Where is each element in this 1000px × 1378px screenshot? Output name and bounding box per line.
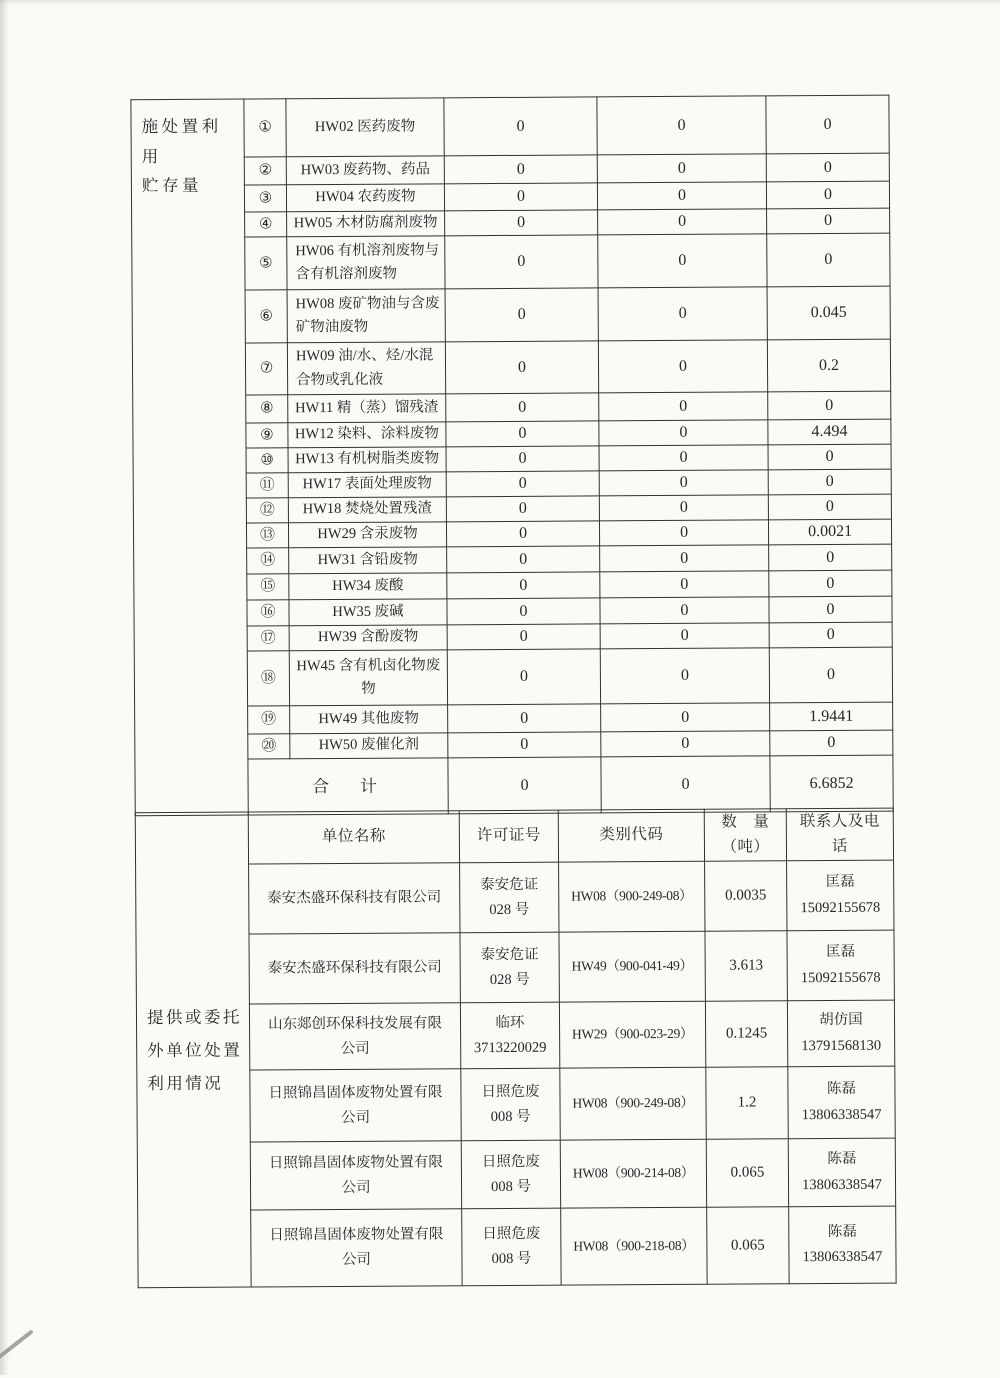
row-number: ⑬ xyxy=(246,523,288,548)
row-number: ⑭ xyxy=(247,548,289,574)
category-code: HW08（900-218-08） xyxy=(561,1207,707,1285)
category-code: HW49（900-041-49） xyxy=(559,931,705,1002)
value-cell: 1.9441 xyxy=(770,702,893,731)
quantity: 0.1245 xyxy=(705,1001,787,1067)
value-cell: 0 xyxy=(768,444,891,470)
waste-category: HW11 精（蒸）馏残渣 xyxy=(288,394,446,423)
value-cell: 0 xyxy=(444,155,597,184)
column-header-code: 类别代码 xyxy=(558,809,704,862)
permit-number: 泰安危证 028 号 xyxy=(460,932,559,1003)
row-number: ⑧ xyxy=(246,395,288,423)
table-row xyxy=(137,1066,895,1143)
waste-category: HW09 油/水、烃/水混 合物或乳化液 xyxy=(287,342,445,395)
company-name: 泰安杰盛环保科技有限公司 xyxy=(249,933,460,1004)
row-number: ⑦ xyxy=(245,343,287,395)
total-row xyxy=(135,755,893,816)
category-code: HW08（900-249-08） xyxy=(559,861,705,932)
permit-number: 日照危废 008 号 xyxy=(462,1208,561,1286)
table-row xyxy=(136,930,894,1005)
value-cell: 0 xyxy=(444,183,597,211)
row-number: ⑲ xyxy=(248,706,290,734)
value-cell: 0 xyxy=(599,420,768,446)
value-cell: 0.2 xyxy=(767,339,890,392)
header-row xyxy=(135,808,893,865)
quantity: 1.2 xyxy=(706,1067,788,1139)
waste-category: HW03 废药物、药品 xyxy=(286,156,444,185)
row-number: ⑩ xyxy=(246,448,288,473)
value-cell: 0 xyxy=(766,153,889,182)
value-cell: 0 xyxy=(446,421,599,447)
company-name: 山东郯创环保科技发展有限 公司 xyxy=(249,1003,460,1070)
waste-category: HW08 废矿物油与含废 矿物油废物 xyxy=(287,289,445,343)
value-cell: 0 xyxy=(769,544,892,571)
total-value-cell: 6.6852 xyxy=(770,755,893,812)
company-name: 日照锦昌固体废物处置有限 公司 xyxy=(250,1069,461,1142)
value-cell: 0 xyxy=(597,96,766,155)
total-value-cell: 0 xyxy=(601,756,770,813)
row-number: ⑨ xyxy=(246,423,288,448)
table-row xyxy=(131,95,889,158)
value-cell: 0 xyxy=(769,622,892,648)
value-cell: 0 xyxy=(770,730,893,756)
value-cell: 0 xyxy=(447,572,600,599)
row-number: ⑥ xyxy=(245,290,287,343)
contact-info: 匡磊 15092155678 xyxy=(787,930,894,1001)
row-number: ⑮ xyxy=(247,574,289,600)
section-label-storage: 施处置利用 贮存量 xyxy=(131,99,248,816)
waste-storage-table xyxy=(130,95,893,817)
value-cell: 0 xyxy=(600,648,769,704)
waste-category: HW31 含铅废物 xyxy=(289,547,447,574)
row-number: ② xyxy=(244,157,286,185)
value-cell: 0 xyxy=(448,704,601,733)
waste-category: HW34 废酸 xyxy=(289,573,447,600)
value-cell: 0 xyxy=(446,446,599,472)
value-cell: 0 xyxy=(601,731,770,757)
company-name: 日照锦昌固体废物处置有限 公司 xyxy=(250,1141,461,1210)
value-cell: 0 xyxy=(597,154,766,183)
contact-info: 匡磊 15092155678 xyxy=(787,860,894,931)
table-row xyxy=(136,860,894,935)
value-cell: 0 xyxy=(599,392,768,421)
value-cell: 0 xyxy=(767,233,890,287)
value-cell: 0 xyxy=(598,340,767,393)
waste-category: HW35 废碱 xyxy=(289,599,447,626)
total-label: 合 计 xyxy=(248,758,448,815)
value-cell: 0 xyxy=(769,596,892,623)
column-header-qty: 数 量 （吨） xyxy=(704,809,786,861)
value-cell: 0 xyxy=(447,546,600,573)
value-cell: 0 xyxy=(448,732,601,758)
value-cell: 0 xyxy=(446,393,599,422)
table-row xyxy=(132,286,890,344)
value-cell: 0.045 xyxy=(767,286,890,340)
section-label-external: 提供或委托 外单位处置 利用情况 xyxy=(135,812,251,1288)
value-cell: 0 xyxy=(445,235,598,289)
value-cell: 0 xyxy=(598,234,767,288)
value-cell: 0 xyxy=(769,570,892,597)
waste-category: HW29 含汞废物 xyxy=(288,522,446,548)
value-cell: 0 xyxy=(446,496,599,522)
contact-info: 陈磊 13806338547 xyxy=(788,1066,895,1139)
value-cell: 0 xyxy=(766,95,889,154)
value-cell: 0 xyxy=(598,287,767,341)
permit-number: 临环 3713220029 xyxy=(460,1002,559,1069)
value-cell: 0 xyxy=(601,703,770,732)
value-cell: 0 xyxy=(447,598,600,625)
value-cell: 0 xyxy=(599,445,768,471)
category-code: HW08（900-249-08） xyxy=(560,1067,706,1140)
waste-category: HW12 染料、涂料废物 xyxy=(288,422,446,448)
category-code: HW29（900-023-29） xyxy=(559,1001,705,1068)
value-cell: 0 xyxy=(768,391,891,420)
company-name: 泰安杰盛环保科技有限公司 xyxy=(249,863,460,934)
waste-category: HW02 医药废物 xyxy=(286,98,444,157)
value-cell: 0 xyxy=(599,470,768,496)
row-number: ⑰ xyxy=(247,626,289,651)
company-name: 日照锦昌固体废物处置有限 公司 xyxy=(251,1209,462,1287)
row-number: ④ xyxy=(245,212,287,237)
row-number: ⑫ xyxy=(246,498,288,523)
value-cell: 0 xyxy=(446,521,599,547)
value-cell: 0 xyxy=(446,471,599,497)
permit-number: 日照危废 008 号 xyxy=(461,1140,560,1209)
value-cell: 0 xyxy=(769,647,892,703)
column-header-permit: 许可证号 xyxy=(459,810,558,863)
table-row xyxy=(132,339,890,396)
row-number: ⑪ xyxy=(246,473,288,498)
quantity: 0.065 xyxy=(706,1139,788,1207)
row-number: ⑱ xyxy=(247,651,289,706)
value-cell: 0 xyxy=(445,341,598,394)
column-header-company: 单位名称 xyxy=(248,811,459,864)
value-cell: 0 xyxy=(445,210,598,236)
external-disposal-table xyxy=(135,808,897,1289)
permit-number: 泰安危证 028 号 xyxy=(460,862,559,933)
waste-category: HW05 木材防腐剂废物 xyxy=(287,211,445,237)
waste-category: HW06 有机溶剂废物与 含有机溶剂废物 xyxy=(287,236,445,290)
waste-category: HW45 含有机卤化物废 物 xyxy=(289,650,447,706)
value-cell: 0 xyxy=(599,520,768,546)
value-cell: 0 xyxy=(447,649,600,705)
contact-info: 陈磊 13806338547 xyxy=(788,1138,895,1207)
row-number: ⑤ xyxy=(245,237,287,290)
value-cell: 0 xyxy=(600,571,769,598)
value-cell: 0 xyxy=(599,495,768,521)
value-cell: 0 xyxy=(768,494,891,520)
value-cell: 0 xyxy=(600,545,769,572)
waste-category: HW39 含酚废物 xyxy=(289,625,447,651)
quantity: 0.065 xyxy=(707,1207,789,1284)
contact-info: 胡仿国 13791568130 xyxy=(787,1000,894,1067)
value-cell: 0 xyxy=(444,97,597,156)
waste-category: HW18 焚烧处置残渣 xyxy=(288,497,446,523)
quantity: 0.0035 xyxy=(705,861,787,931)
value-cell: 0 xyxy=(767,208,890,234)
waste-category: HW17 表面处理废物 xyxy=(288,472,446,498)
waste-category: HW13 有机树脂类废物 xyxy=(288,447,446,473)
table-row xyxy=(138,1206,896,1288)
row-number: ⑳ xyxy=(248,734,290,759)
value-cell: 0 xyxy=(597,182,766,210)
value-cell: 0.0021 xyxy=(768,519,891,545)
row-number: ① xyxy=(244,99,286,157)
table-row xyxy=(137,1138,895,1211)
permit-number: 日照危废 008 号 xyxy=(461,1068,560,1141)
column-header-contact: 联系人及电 话 xyxy=(786,808,893,861)
total-value-cell: 0 xyxy=(448,757,601,814)
row-number: ⑯ xyxy=(247,600,289,626)
value-cell: 0 xyxy=(766,181,889,209)
quantity: 3.613 xyxy=(705,931,787,1001)
value-cell: 0 xyxy=(598,209,767,235)
table-row xyxy=(134,647,892,707)
table-row xyxy=(136,1000,894,1071)
contact-info: 陈磊 13806338547 xyxy=(789,1206,896,1284)
waste-category: HW49 其他废物 xyxy=(290,705,448,734)
row-number: ③ xyxy=(244,185,286,212)
value-cell: 0 xyxy=(445,288,598,342)
table-row xyxy=(132,233,890,291)
category-code: HW08（900-214-08） xyxy=(560,1139,706,1208)
waste-category: HW50 废催化剂 xyxy=(290,733,448,759)
waste-category: HW04 农药废物 xyxy=(286,184,444,212)
value-cell: 0 xyxy=(600,597,769,624)
value-cell: 0 xyxy=(447,624,600,650)
value-cell: 4.494 xyxy=(768,419,891,445)
value-cell: 0 xyxy=(600,623,769,649)
value-cell: 0 xyxy=(768,469,891,495)
